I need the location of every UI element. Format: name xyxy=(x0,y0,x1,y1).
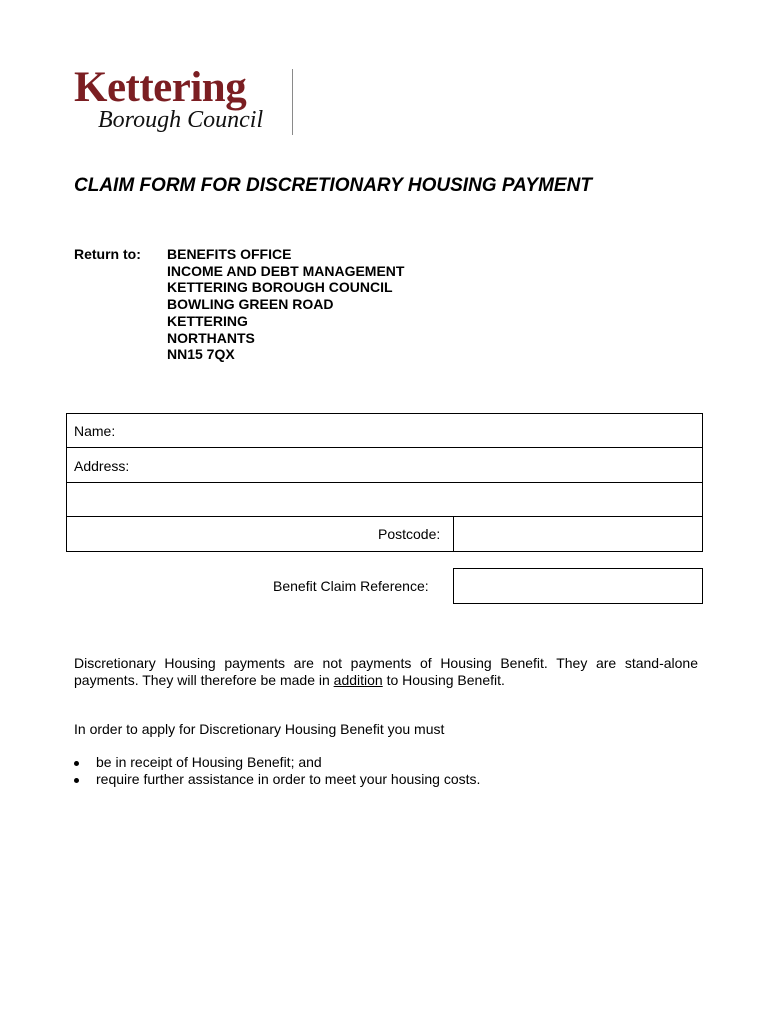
return-to-label: Return to: xyxy=(74,246,141,262)
return-address xyxy=(167,246,404,363)
requirements-lead: In order to apply for Discretionary Housing Benefit you must xyxy=(74,721,445,737)
bullet-icon xyxy=(74,761,79,766)
council-logo xyxy=(74,66,296,138)
address-line: BOWLING GREEN ROAD xyxy=(167,296,334,313)
address-line: NN15 7QX xyxy=(167,346,235,363)
name-field[interactable] xyxy=(130,414,700,447)
address-line2-field[interactable] xyxy=(67,483,702,516)
logo-divider xyxy=(292,69,293,135)
form-title: CLAIM FORM FOR DISCRETIONARY HOUSING PAYMENT xyxy=(74,175,592,196)
list-item-text: be in receipt of Housing Benefit; and xyxy=(96,754,322,770)
intro-paragraph xyxy=(74,655,698,689)
address-line: BENEFITS OFFICE xyxy=(167,246,292,262)
intro-text-end: to Housing Benefit. xyxy=(382,672,505,688)
requirements-list xyxy=(74,754,480,788)
postcode-label: Postcode: xyxy=(378,526,441,542)
bullet-icon xyxy=(74,778,79,783)
column-divider xyxy=(453,516,454,552)
logo-wordmark: Kettering xyxy=(74,64,247,111)
intro-emphasis: addition xyxy=(333,672,383,688)
list-item-text: require further assistance in order to meet your housing costs. xyxy=(96,771,481,787)
claim-reference-label: Benefit Claim Reference: xyxy=(273,578,429,594)
address-line: NORTHANTS xyxy=(167,329,255,346)
logo-subtitle: Borough Council xyxy=(98,107,264,133)
address-line: INCOME AND DEBT MANAGEMENT xyxy=(167,262,405,279)
address-label: Address: xyxy=(74,458,130,474)
claim-reference-field[interactable] xyxy=(453,568,703,604)
name-label: Name: xyxy=(74,423,116,439)
address-line: KETTERING BOROUGH COUNCIL xyxy=(167,279,393,296)
list-item xyxy=(74,754,480,771)
address-line: KETTERING xyxy=(167,312,248,329)
postcode-field[interactable] xyxy=(455,517,702,551)
intro-text: Discretionary Housing payments are not payments of Housing Benefit. They are stand-alone payments. They will therefore be made in xyxy=(74,655,698,688)
address-field[interactable] xyxy=(140,448,700,482)
list-item xyxy=(74,771,480,788)
